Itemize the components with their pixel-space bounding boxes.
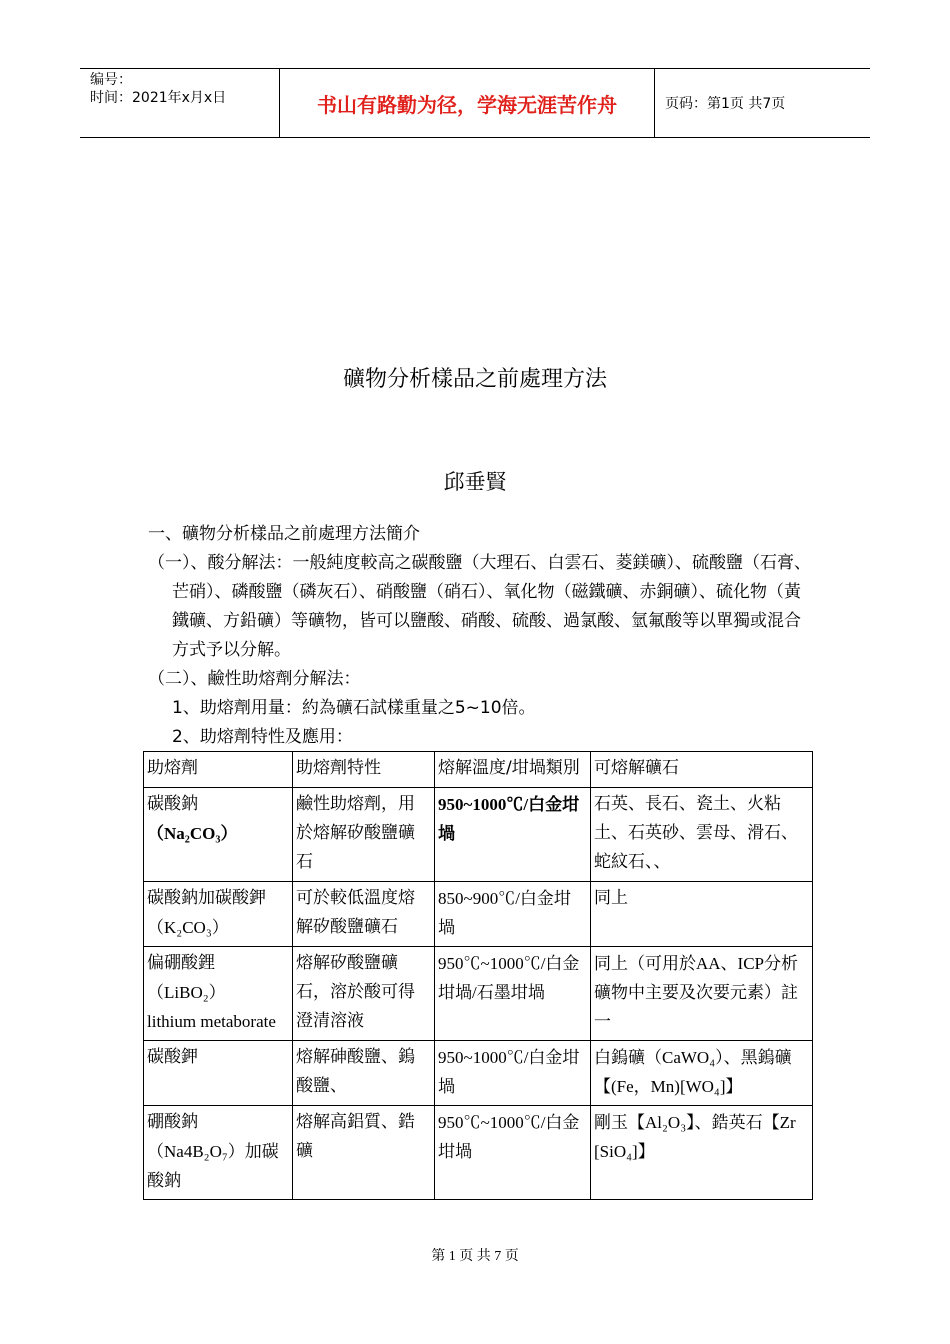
table-cell	[144, 788, 293, 882]
number-label: 编号：	[90, 72, 132, 88]
table-header-cell: 助熔劑	[144, 752, 293, 788]
document-title: 礦物分析樣品之前處理方法	[342, 367, 607, 392]
table-row	[144, 788, 813, 882]
document-author: 邱垂賢	[443, 470, 507, 494]
flux-english-name: lithium metaborate	[147, 1012, 276, 1031]
table-row	[144, 1106, 813, 1200]
table-cell: 剛玉【Al₂O₃】、鋯英石【Zr[SiO₄]】	[591, 1106, 813, 1200]
header-motto: 书山有路勤为径，学海无涯苦作舟	[280, 69, 655, 137]
flux-name: 碳酸鉀	[147, 1047, 198, 1067]
list-item-flux-properties: 2、助熔劑特性及應用：	[172, 727, 353, 747]
flux-name: 碳酸鈉加碳酸鉀	[147, 888, 266, 908]
table-cell	[144, 1106, 293, 1200]
flux-name: 偏硼酸鋰	[147, 953, 215, 973]
table-row	[144, 947, 813, 1041]
paragraph-acid-decomposition: （一）、酸分解法：一般純度較高之碳酸鹽（大理石、白雲石、菱鎂礦）、硫酸鹽（石膏、芒硝）、磷酸鹽（磷灰石）、硝酸鹽（硝石）、氧化物（磁鐵礦、赤銅礦）、硫化物（黃鐵礦、方鉛礦）等礦物，皆可以鹽酸、硝酸、硫酸、過氯酸、氫氟酸等以單獨或混合方式予以分解。	[148, 553, 811, 660]
flux-formula: （Na4B₂O₇）加碳酸鈉	[147, 1142, 279, 1190]
table-cell: 可於較低溫度熔解矽酸鹽礦石	[293, 882, 435, 947]
table-header-row	[144, 752, 813, 788]
list-item-flux-amount: 1、助熔劑用量：約為礦石試樣重量之5~10倍。	[172, 698, 536, 718]
flux-formula: （K₂CO₃）	[147, 918, 229, 937]
table-header-cell: 助熔劑特性	[293, 752, 435, 788]
document-body	[148, 520, 813, 752]
table-header-cell: 熔解溫度/坩堝類別	[435, 752, 591, 788]
flux-formula: （Na₂CO₃）	[147, 824, 238, 843]
table-cell: 950℃~1000℃/白金坩堝/石墨坩堝	[435, 947, 591, 1041]
table-cell	[144, 947, 293, 1041]
table-cell: 白鎢礦（CaWO₄）、黑鎢礦【(Fe，Mn)[WO₄]】	[591, 1041, 813, 1106]
table-cell: 950~1000℃/白金坩堝	[435, 788, 591, 882]
header-left-cell	[80, 69, 280, 137]
section-heading-1: 一、礦物分析樣品之前處理方法簡介	[148, 524, 420, 544]
flux-name: 硼酸鈉	[147, 1112, 198, 1132]
section-heading-alkaline: （二）、鹼性助熔劑分解法：	[148, 669, 361, 689]
table-cell	[144, 882, 293, 947]
table-cell: 熔解砷酸鹽、鎢酸鹽、	[293, 1041, 435, 1106]
table-cell: 同上（可用於AA、ICP分析礦物中主要及次要元素）註一	[591, 947, 813, 1041]
table-cell	[144, 1041, 293, 1106]
table-cell: 950℃~1000℃/白金坩堝	[435, 1106, 591, 1200]
flux-name: 碳酸鈉	[147, 794, 198, 814]
header-page-info: 页码：第1页 共7页	[665, 96, 786, 112]
table-row	[144, 1041, 813, 1106]
table-cell: 同上	[591, 882, 813, 947]
table-cell: 熔解矽酸鹽礦石，溶於酸可得澄清溶液	[293, 947, 435, 1041]
page-header	[80, 68, 870, 138]
table-cell: 石英、長石、瓷土、火粘土、石英砂、雲母、滑石、蛇紋石、、	[591, 788, 813, 882]
table-cell: 熔解高鋁質、鋯礦	[293, 1106, 435, 1200]
flux-formula: （LiBO₂）	[147, 983, 226, 1002]
table-row	[144, 882, 813, 947]
table-cell: 鹼性助熔劑，用於熔解矽酸鹽礦石	[293, 788, 435, 882]
table-cell: 850~900℃/白金坩堝	[435, 882, 591, 947]
table-cell: 950~1000℃/白金坩堝	[435, 1041, 591, 1106]
time-label: 时间：2021年x月x日	[90, 90, 227, 106]
table-header-cell: 可熔解礦石	[591, 752, 813, 788]
page-footer: 第 1 页 共 7 页	[431, 1249, 519, 1264]
flux-table	[143, 751, 813, 1200]
